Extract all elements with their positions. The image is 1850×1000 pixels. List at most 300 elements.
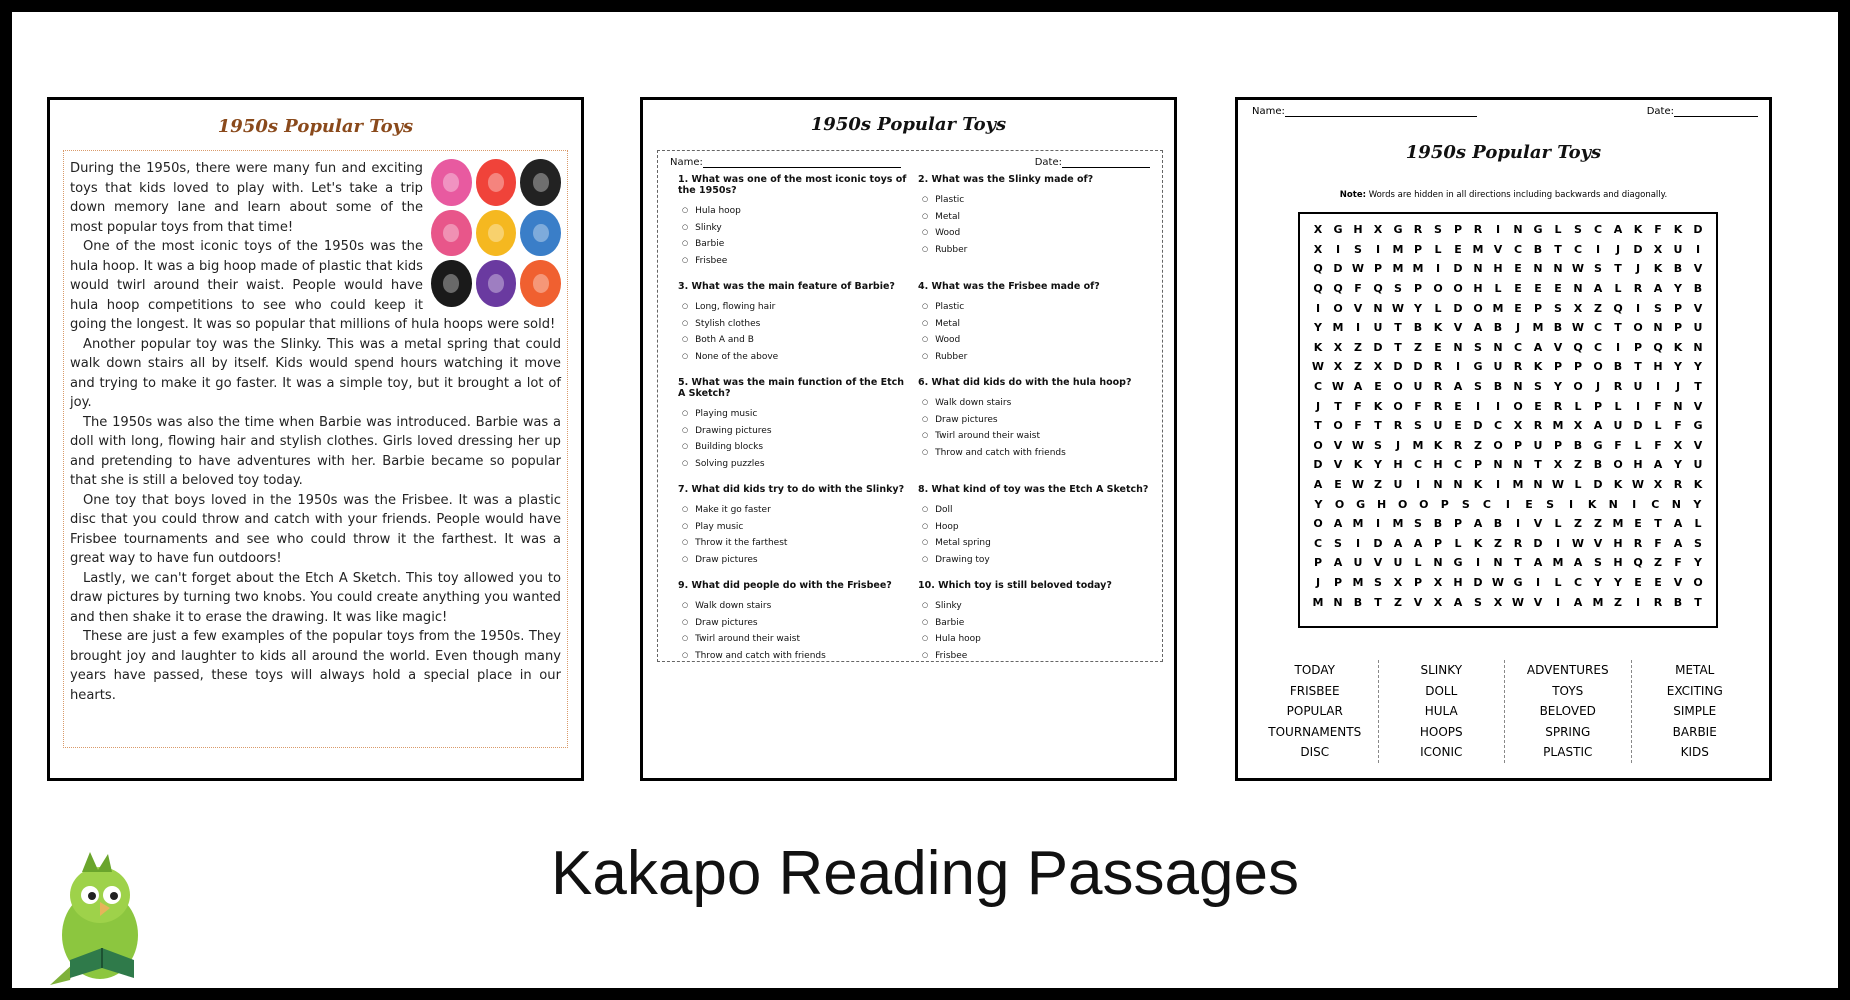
grid-letter: V [1593,536,1603,550]
grid-letter: B [1353,595,1363,609]
grid-letter: P [1453,223,1463,237]
grid-letter: K [1353,458,1363,472]
passage-paragraph: One of the most iconic toys of the 1950s was the hula hoop. It was a big hoop made of plastic that kids would twirl around their waist. People would have hula hoop competitions to see who could keep it going the longest. It was so popular that millions of hula hoops were sold! [70,239,556,332]
grid-letter: B [1493,321,1503,335]
grid-letter: Q [1613,301,1623,315]
grid-letter: C [1453,458,1463,472]
grid-letter: J [1595,380,1601,394]
grid-letter: N [1473,262,1483,276]
grid-letter: M [1332,321,1344,335]
grid-letter: I [1635,595,1641,609]
grid-letter: D [1373,536,1383,550]
grid-letter: O [1613,458,1623,472]
grid-letter: L [1694,517,1702,531]
grid-letter: Z [1574,458,1582,472]
grid-letter: O [1513,399,1523,413]
grid-letter: L [1454,536,1462,550]
grid-letter: I [1495,399,1501,413]
kakapo-mascot-icon [30,850,170,985]
date-label: Date: [1034,157,1062,168]
word-item: TOYS [1552,683,1584,698]
grid-letter: J [1315,399,1321,413]
grid-letter: N [1608,497,1618,511]
grid-letter: T [1374,595,1382,609]
grid-letter: N [1653,321,1663,335]
question-text: 6. What did kids do with the hula hoop? [918,377,1132,388]
grid-letter: Z [1614,595,1622,609]
grid-letter: S [1534,380,1542,394]
grid-row [1308,240,1708,260]
grid-row [1308,396,1708,416]
grid-letter: L [1654,419,1662,433]
question-box [657,150,1163,662]
answer-option: ○ Building blocks [682,439,910,456]
grid-letter: O [1419,497,1429,511]
grid-letter: A [1593,419,1603,433]
word-item: DOLL [1425,683,1458,698]
grid-letter: U [1493,360,1503,374]
grid-letter: V [1553,340,1563,354]
grid-letter: Z [1374,478,1382,492]
word-item: HULA [1424,704,1458,718]
grid-letter: Z [1354,340,1362,354]
grid-letter: I [1635,301,1641,315]
grid-letter: J [1395,438,1401,452]
grid-letter: P [1533,301,1543,315]
grid-letter: D [1333,262,1343,276]
grid-letter: U [1393,478,1403,492]
grid-letter: I [1615,340,1621,354]
grid-letter: I [1569,497,1574,511]
grid-letter: V [1413,595,1423,609]
answer-option: ○ Hula hoop [922,631,1150,648]
toy-figure-icon [476,260,517,307]
answer-options [678,203,910,269]
name-date-row [1252,106,1758,117]
toy-figure-icon [476,159,517,206]
answer-option: ○ Twirl around their waist [922,428,1150,445]
grid-row [1308,259,1708,279]
grid-letter: A [1333,556,1343,570]
grid-letter: H [1433,458,1443,472]
grid-letter: I [1695,242,1701,256]
grid-letter: U [1693,458,1703,472]
grid-letter: R [1433,399,1443,413]
grid-letter: R [1633,282,1643,296]
grid-letter: H [1613,556,1623,570]
grid-letter: P [1313,556,1323,570]
name-line [1285,107,1477,117]
grid-letter: Z [1574,517,1582,531]
grid-letter: M [1392,262,1404,276]
grid-letter: U [1533,438,1543,452]
grid-row [1308,494,1708,514]
grid-letter: K [1693,478,1703,492]
answer-option: ○ None of the above [682,349,910,366]
grid-letter: X [1653,242,1663,256]
grid-letter: S [1354,242,1362,256]
grid-letter: Q [1313,282,1323,296]
grid-letter: M [1312,595,1324,609]
grid-letter: T [1554,242,1562,256]
answer-option: ○ Wood [922,225,1150,242]
answer-option: ○ Play music [682,519,910,536]
grid-letter: D [1533,536,1543,550]
question-item [678,377,910,472]
grid-letter: Y [1414,301,1422,315]
grid-row [1308,279,1708,299]
grid-letter: F [1654,536,1662,550]
word-item: ADVENTURES [1526,663,1609,677]
name-line [703,158,901,168]
grid-letter: R [1473,223,1483,237]
word-bank [1252,660,1758,763]
name-label: Name: [670,157,703,168]
grid-letter: W [1511,595,1525,609]
name-label: Name: [1252,106,1285,117]
grid-letter: W [1351,262,1365,276]
question-text: 4. What was the Frisbee made of? [918,281,1100,292]
grid-letter: N [1573,282,1583,296]
grid-letter: S [1334,536,1342,550]
grid-letter: J [1635,262,1641,276]
grid-letter: N [1513,380,1523,394]
grid-letter: I [1535,575,1541,589]
grid-letter: H [1613,536,1623,550]
passage-paragraph: Another popular toy was the Slinky. This was a metal spring that could walk down stairs all by itself. Kids would spend hours watching it move and trying to make it go faster. It was a simple toy, but it brought a lot of joy. [70,336,561,410]
grid-letter: S [1414,517,1422,531]
grid-letter: C [1573,575,1583,589]
answer-option: ○ Twirl around their waist [682,631,910,648]
grid-letter: M [1532,321,1544,335]
grid-letter: F [1354,399,1362,413]
grid-letter: I [1495,223,1501,237]
grid-letter: I [1595,242,1601,256]
grid-row [1308,298,1708,318]
grid-letter: D [1473,575,1483,589]
grid-letter: T [1394,321,1402,335]
grid-letter: U [1673,242,1683,256]
grid-letter: T [1634,360,1642,374]
grid-letter: B [1553,321,1563,335]
grid-letter: O [1593,360,1603,374]
grid-letter: P [1453,517,1463,531]
grid-letter: S [1654,301,1662,315]
grid-row [1308,475,1708,495]
grid-letter: L [1434,301,1442,315]
grid-letter: M [1412,438,1424,452]
passage-paragraph: One toy that boys loved in the 1950s was the Frisbee. It was a plastic disc that you could throw and catch with your friends. People would have Frisbee tournaments and see who could throw it the farthest. It was a great way to have fun outdoors! [70,492,561,566]
grid-letter: D [1373,340,1383,354]
grid-letter: H [1493,262,1503,276]
grid-row [1308,455,1708,475]
word-column [1379,660,1506,763]
grid-letter: R [1453,438,1463,452]
grid-letter: A [1473,517,1483,531]
grid-letter: N [1673,399,1683,413]
grid-letter: E [1554,282,1562,296]
word-item: SLINKY [1420,663,1463,677]
grid-letter: E [1534,282,1542,296]
grid-letter: W [1571,536,1585,550]
grid-letter: V [1493,242,1503,256]
answer-option: ○ Metal [922,316,1150,333]
answer-option: ○ Wood [922,332,1150,349]
grid-letter: M [1472,242,1484,256]
word-item: POPULAR [1286,704,1343,718]
grid-letter: L [1494,282,1502,296]
grid-letter: L [1434,242,1442,256]
grid-letter: R [1433,380,1443,394]
grid-letter: K [1373,399,1383,413]
grid-letter: S [1594,556,1602,570]
question-text: 8. What kind of toy was the Etch A Sketch? [918,484,1149,495]
grid-letter: R [1533,419,1543,433]
grid-letter: G [1693,419,1703,433]
grid-letter: P [1413,242,1423,256]
grid-letter: A [1353,380,1363,394]
question-item [678,174,910,269]
answer-option: ○ Metal [922,209,1150,226]
grid-letter: P [1473,458,1483,472]
brand-title: Kakapo Reading Passages [551,839,1299,908]
grid-letter: F [1674,419,1682,433]
grid-letter: M [1352,517,1364,531]
word-item: HOOPS [1419,724,1463,739]
word-item: ICONIC [1420,745,1463,759]
grid-letter: I [1515,517,1521,531]
grid-letter: V [1453,321,1463,335]
grid-letter: Y [1674,458,1682,472]
grid-row [1308,592,1708,612]
grid-letter: X [1373,223,1383,237]
word-item: SIMPLE [1673,704,1717,718]
grid-letter: B [1673,595,1683,609]
grid-letter: A [1333,517,1343,531]
answer-option: ○ Draw pictures [682,552,910,569]
grid-letter: D [1313,458,1323,472]
toys-illustration [431,159,561,307]
grid-letter: I [1505,497,1510,511]
grid-letter: F [1614,438,1622,452]
grid-letter: L [1614,399,1622,413]
grid-letter: L [1414,556,1422,570]
passage-paragraph: The 1950s was also the time when Barbie was introduced. Barbie was a doll with long, flowing hair and stylish clothes. Girls loved dressing her up and pretending to have adventures with her. Barbie became so popular that she is still a beloved toy today. [70,414,561,488]
grid-letter: Y [1554,380,1562,394]
grid-letter: S [1374,575,1382,589]
grid-letter: Q [1313,262,1323,276]
grid-letter: G [1453,556,1463,570]
grid-letter: N [1453,478,1463,492]
grid-letter: H [1453,575,1463,589]
grid-letter: O [1333,301,1343,315]
grid-letter: A [1593,282,1603,296]
grid-letter: S [1474,595,1482,609]
question-item [918,377,1150,472]
grid-letter: N [1493,340,1503,354]
answer-options [918,192,1150,258]
passage-box [63,150,568,748]
grid-letter: C [1482,497,1491,511]
word-item: SPRING [1545,724,1591,739]
answer-option: ○ Playing music [682,406,910,423]
grid-letter: U [1633,380,1643,394]
answer-option: ○ Draw pictures [682,615,910,632]
grid-letter: K [1473,536,1483,550]
answer-option: ○ Metal spring [922,535,1150,552]
grid-letter: X [1513,419,1523,433]
grid-letter: X [1313,242,1323,256]
word-item: PLASTIC [1543,745,1593,759]
answer-option: ○ Make it go faster [682,502,910,519]
grid-letter: E [1454,242,1462,256]
grid-letter: V [1373,556,1383,570]
answer-options [678,299,910,365]
grid-letter: X [1573,419,1583,433]
grid-letter: M [1592,595,1604,609]
grid-letter: B [1573,438,1583,452]
answer-option: ○ Stylish clothes [682,316,910,333]
grid-row [1308,573,1708,593]
grid-letter: S [1394,282,1402,296]
answer-option: ○ Throw and catch with friends [682,648,910,665]
grid-letter: X [1673,438,1683,452]
grid-letter: Z [1394,595,1402,609]
grid-letter: E [1374,380,1382,394]
grid-row [1308,436,1708,456]
grid-letter: P [1553,438,1563,452]
grid-letter: R [1673,478,1683,492]
grid-letter: D [1593,478,1603,492]
grid-letter: N [1373,301,1383,315]
grid-letter: V [1673,575,1683,589]
grid-letter: I [1355,536,1361,550]
grid-letter: Q [1573,340,1583,354]
grid-letter: T [1614,321,1622,335]
grid-letter: O [1393,399,1403,413]
grid-letter: W [1631,478,1645,492]
grid-letter: E [1514,262,1522,276]
grid-letter: V [1353,301,1363,315]
word-item: TODAY [1294,663,1335,677]
grid-letter: U [1613,419,1623,433]
grid-letter: X [1433,595,1443,609]
word-column [1632,660,1759,763]
grid-letter: I [1355,321,1361,335]
grid-letter: N [1513,458,1523,472]
grid-letter: K [1673,223,1683,237]
wordsearch-page [1235,97,1772,781]
grid-letter: B [1593,458,1603,472]
grid-letter: D [1633,419,1643,433]
grid-letter: Y [1694,556,1702,570]
grid-letter: F [1414,399,1422,413]
grid-letter: Z [1474,438,1482,452]
answer-option: ○ Slinky [682,220,910,237]
grid-letter: J [1675,380,1681,394]
grid-letter: S [1594,262,1602,276]
grid-letter: I [1435,262,1441,276]
answer-option: ○ Walk down stairs [682,598,910,615]
answer-option: ○ Rubber [922,242,1150,259]
grid-letter: X [1553,458,1563,472]
question-item [918,580,1150,664]
grid-letter: W [1571,321,1585,335]
grid-letter: L [1634,438,1642,452]
passage-paragraph: Lastly, we can't forget about the Etch A Sketch. This toy allowed you to draw pictures by turning two knobs. You could create anything you wanted and then shake it to erase the drawing. It was like magic! [70,570,561,625]
grid-letter: K [1433,438,1443,452]
grid-letter: W [1331,380,1345,394]
grid-letter: N [1671,497,1681,511]
toy-figure-icon [520,159,561,206]
grid-letter: K [1533,360,1543,374]
grid-letter: T [1334,399,1342,413]
grid-letter: A [1673,536,1683,550]
grid-letter: C [1651,497,1660,511]
grid-letter: C [1513,242,1523,256]
passage-text [70,159,561,705]
grid-letter: C [1573,242,1583,256]
word-item: BARBIE [1672,724,1717,739]
grid-letter: C [1313,380,1323,394]
grid-letter: T [1654,517,1662,531]
grid-row [1308,338,1708,358]
grid-letter: X [1333,360,1343,374]
word-column [1252,660,1379,763]
grid-letter: N [1533,262,1543,276]
grid-letter: P [1333,575,1343,589]
grid-letter: K [1613,478,1623,492]
grid-letter: F [1354,419,1362,433]
grid-letter: H [1393,458,1403,472]
answer-options [918,502,1150,568]
grid-letter: G [1356,497,1366,511]
page-title: 1950s Popular Toys [810,114,1007,135]
grid-letter: T [1534,458,1542,472]
grid-letter: N [1513,223,1523,237]
grid-letter: U [1413,380,1423,394]
answer-option: ○ Throw it the farthest [682,535,910,552]
toy-figure-icon [476,210,517,257]
grid-letter: A [1453,380,1463,394]
grid-letter: B [1413,321,1423,335]
answer-options [918,299,1150,365]
word-item: FRISBEE [1289,683,1340,698]
grid-letter: D [1453,301,1463,315]
grid-row [1308,514,1708,534]
toy-figure-icon [431,260,472,307]
toy-figure-icon [520,210,561,257]
answer-option: ○ Barbie [922,615,1150,632]
grid-letter: F [1654,438,1662,452]
grid-letter: B [1433,517,1443,531]
page-title: 1950s Popular Toys [217,116,414,137]
grid-letter: P [1513,438,1523,452]
word-item: EXCITING [1666,683,1723,698]
grid-letter: I [1375,242,1381,256]
grid-letter: H [1377,497,1387,511]
grid-letter: N [1693,340,1703,354]
answer-option: ○ Both A and B [682,332,910,349]
answer-option: ○ Frisbee [922,648,1150,665]
grid-letter: A [1653,458,1663,472]
grid-letter: S [1546,497,1554,511]
grid-letter: I [1632,497,1637,511]
grid-letter: V [1333,458,1343,472]
grid-letter: A [1573,595,1583,609]
grid-letter: I [1635,399,1641,413]
grid-letter: J [1615,242,1621,256]
